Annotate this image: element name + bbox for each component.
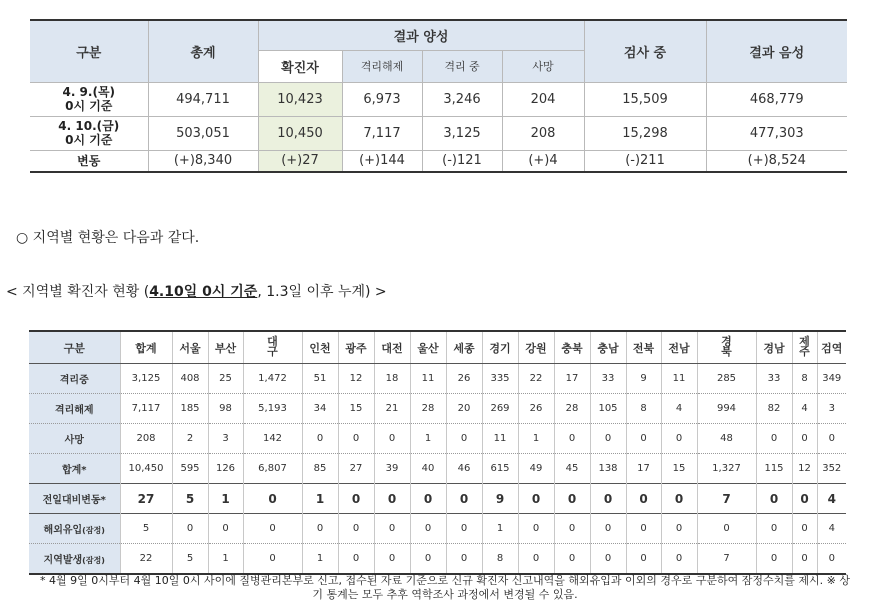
table-cell: 7,117 [120,394,172,424]
header-region: 전남 [661,331,697,364]
table-cell: 5 [172,484,208,514]
cell-testing: (-)211 [584,150,706,172]
table-cell: 9 [626,364,661,394]
cell-isolated: (-)121 [422,150,502,172]
table-cell: 22 [120,544,172,575]
table-cell: 5 [172,544,208,575]
table-cell: 4 [661,394,697,424]
table-cell: 0 [243,544,302,575]
header-region: 울산 [410,331,446,364]
table-cell: 3,125 [120,364,172,394]
row-label: 합계* [29,454,120,484]
table-cell: 85 [302,454,338,484]
table-cell: 185 [172,394,208,424]
table-cell: 0 [626,424,661,454]
row-label: 격리해제 [29,394,120,424]
table-cell: 615 [482,454,518,484]
header-region: 합계 [120,331,172,364]
table-cell: 4 [817,514,846,544]
cell-testing: 15,509 [584,82,706,116]
table-cell: 0 [661,514,697,544]
cell-isolated: 3,246 [422,82,502,116]
table-cell: 0 [590,514,626,544]
header-region: 대구 [243,331,302,364]
table-cell: 349 [817,364,846,394]
table-cell: 27 [338,454,374,484]
table-cell: 208 [120,424,172,454]
table-cell: 0 [302,424,338,454]
table-cell: 0 [756,544,792,575]
table-cell: 0 [518,514,554,544]
table-row [29,394,846,424]
table-row [29,484,846,514]
table-cell: 0 [172,514,208,544]
table-cell: 0 [208,514,243,544]
table-cell: 46 [446,454,482,484]
cell-deaths: 204 [502,82,584,116]
table-row [29,424,846,454]
table-cell: 1,327 [697,454,756,484]
table-cell: 20 [446,394,482,424]
table-cell: 33 [590,364,626,394]
table-cell: 0 [410,514,446,544]
table-cell: 0 [338,514,374,544]
table-cell: 1 [208,544,243,575]
row-label: 4. 10.(금) 0시 기준 [30,116,148,150]
table-cell: 269 [482,394,518,424]
table-cell: 15 [338,394,374,424]
table-cell: 1 [208,484,243,514]
table-cell: 39 [374,454,410,484]
table-cell: 0 [792,424,817,454]
table-cell: 0 [374,484,410,514]
table-cell: 17 [626,454,661,484]
table-cell: 0 [554,514,590,544]
table-row [29,514,846,544]
table-cell: 7 [697,544,756,575]
cell-confirmed: 10,423 [258,82,342,116]
table-row [30,116,847,150]
table-cell: 45 [554,454,590,484]
table-cell: 82 [756,394,792,424]
table-cell: 0 [374,514,410,544]
table-cell: 40 [410,454,446,484]
table-cell: 9 [482,484,518,514]
row-label: 격리중 [29,364,120,394]
table-cell: 1 [518,424,554,454]
table-cell: 0 [374,544,410,575]
table-cell: 0 [446,514,482,544]
table-row [29,544,846,575]
header-positive: 결과 양성 [258,20,584,50]
cell-negative: (+)8,524 [706,150,847,172]
row-label: 해외유입(잠정) [29,514,120,544]
table-cell: 0 [590,424,626,454]
table-row [30,82,847,116]
header-region: 대전 [374,331,410,364]
header-confirmed: 확진자 [258,50,342,82]
table-cell: 0 [817,424,846,454]
header-region: 인천 [302,331,338,364]
row-label: 지역발생(잠정) [29,544,120,575]
table-cell: 3 [817,394,846,424]
table-cell: 105 [590,394,626,424]
table-cell: 98 [208,394,243,424]
table-cell: 10,450 [120,454,172,484]
cell-confirmed: (+)27 [258,150,342,172]
table-cell: 0 [756,424,792,454]
table-cell: 4 [792,394,817,424]
table-cell: 8 [482,544,518,575]
table-cell: 0 [554,544,590,575]
cell-deaths: 208 [502,116,584,150]
table-cell: 0 [410,544,446,575]
table-cell: 0 [518,544,554,575]
cell-total: 494,711 [148,82,258,116]
header-released: 격리해제 [342,50,422,82]
table-cell: 12 [338,364,374,394]
header-total: 총계 [148,20,258,82]
header-region: 강원 [518,331,554,364]
cell-deaths: (+)4 [502,150,584,172]
table-cell: 1,472 [243,364,302,394]
header-region: 서울 [172,331,208,364]
cell-released: (+)144 [342,150,422,172]
table-cell: 0 [590,544,626,575]
cell-total: (+)8,340 [148,150,258,172]
table-cell: 0 [338,484,374,514]
header-region: 제주 [792,331,817,364]
header-region: 충남 [590,331,626,364]
table-cell: 138 [590,454,626,484]
table-row [29,454,846,484]
table-cell: 0 [626,514,661,544]
table-cell: 11 [482,424,518,454]
table-cell: 1 [410,424,446,454]
cell-negative: 468,779 [706,82,847,116]
cell-released: 6,973 [342,82,422,116]
table-cell: 8 [792,364,817,394]
header-category: 구분 [29,331,120,364]
header-region: 충북 [554,331,590,364]
header-region: 전북 [626,331,661,364]
cell-isolated: 3,125 [422,116,502,150]
table-cell: 0 [792,484,817,514]
table-cell: 11 [410,364,446,394]
table-cell: 1 [302,484,338,514]
table-cell: 0 [756,484,792,514]
table-cell: 0 [554,424,590,454]
national-status-table [30,19,847,173]
table-cell: 25 [208,364,243,394]
header-category: 구분 [30,20,148,82]
table-cell: 3 [208,424,243,454]
footnote: * 4월 9일 0시부터 4월 10일 0시 사이에 질병관리본부로 신고, 접수된 자료 기준으로 신규 확진자 신고내역을 해외유입과 이외의 경우로 구분하여 잠정수치를 제시. ※ 상기 통계는 모두 추후 역학조사 과정에서 변경될 수 있음. [40,574,850,601]
header-region: 부산 [208,331,243,364]
table-cell: 285 [697,364,756,394]
table-cell: 0 [661,424,697,454]
table-cell: 0 [243,484,302,514]
table-cell: 0 [338,424,374,454]
regional-table-caption: < 지역별 확진자 현황 (4.10일 0시 기준, 1.3일 이후 누계) > [6,284,387,300]
header-region: 경북 [697,331,756,364]
table-cell: 0 [792,544,817,575]
table-cell: 48 [697,424,756,454]
table-cell: 28 [410,394,446,424]
header-deaths: 사망 [502,50,584,82]
header-region: 세종 [446,331,482,364]
row-label: 변동 [30,150,148,172]
table-cell: 0 [626,544,661,575]
table-cell: 0 [817,544,846,575]
row-label: 전일대비변동* [29,484,120,514]
table-cell: 34 [302,394,338,424]
table-cell: 0 [446,484,482,514]
table-cell: 0 [697,514,756,544]
row-label: 4. 9.(목) 0시 기준 [30,82,148,116]
table-cell: 26 [518,394,554,424]
table-cell: 352 [817,454,846,484]
cell-released: 7,117 [342,116,422,150]
table-cell: 0 [446,424,482,454]
table-cell: 8 [626,394,661,424]
table-cell: 5 [120,514,172,544]
table-cell: 994 [697,394,756,424]
table-cell: 0 [374,424,410,454]
table-cell: 0 [626,484,661,514]
table-cell: 0 [756,514,792,544]
table-cell: 15 [661,454,697,484]
table-cell: 0 [410,484,446,514]
table-cell: 0 [302,514,338,544]
cell-confirmed: 10,450 [258,116,342,150]
header-isolated: 격리 중 [422,50,502,82]
table-cell: 0 [554,484,590,514]
table-header-row [29,331,846,364]
header-region: 경기 [482,331,518,364]
header-negative: 결과 음성 [706,20,847,82]
table-cell: 17 [554,364,590,394]
cell-total: 503,051 [148,116,258,150]
header-region: 경남 [756,331,792,364]
table-cell: 0 [661,544,697,575]
table-cell: 0 [518,484,554,514]
header-region: 광주 [338,331,374,364]
header-region: 검역 [817,331,846,364]
table-cell: 0 [243,514,302,544]
table-cell: 2 [172,424,208,454]
table-cell: 1 [482,514,518,544]
table-cell: 0 [446,544,482,575]
table-cell: 408 [172,364,208,394]
regional-status-table [29,330,846,575]
table-cell: 115 [756,454,792,484]
table-cell: 21 [374,394,410,424]
table-cell: 18 [374,364,410,394]
table-cell: 6,807 [243,454,302,484]
table-cell: 0 [590,484,626,514]
cell-negative: 477,303 [706,116,847,150]
table-cell: 5,193 [243,394,302,424]
table-cell: 126 [208,454,243,484]
table-row [29,364,846,394]
table-cell: 7 [697,484,756,514]
table-cell: 49 [518,454,554,484]
table-row [30,150,847,172]
table-cell: 33 [756,364,792,394]
table-cell: 12 [792,454,817,484]
caption-date: 4.10일 0시 기준 [149,284,258,300]
table-cell: 335 [482,364,518,394]
table-cell: 142 [243,424,302,454]
table-cell: 22 [518,364,554,394]
table-cell: 1 [302,544,338,575]
regional-status-note: ○ 지역별 현황은 다음과 같다. [16,230,200,246]
table-cell: 0 [338,544,374,575]
table-cell: 28 [554,394,590,424]
header-testing: 검사 중 [584,20,706,82]
table-cell: 4 [817,484,846,514]
table-cell: 0 [792,514,817,544]
cell-testing: 15,298 [584,116,706,150]
table-cell: 0 [661,484,697,514]
table-cell: 11 [661,364,697,394]
table-cell: 595 [172,454,208,484]
row-label: 사망 [29,424,120,454]
table-cell: 51 [302,364,338,394]
table-cell: 27 [120,484,172,514]
table-cell: 26 [446,364,482,394]
